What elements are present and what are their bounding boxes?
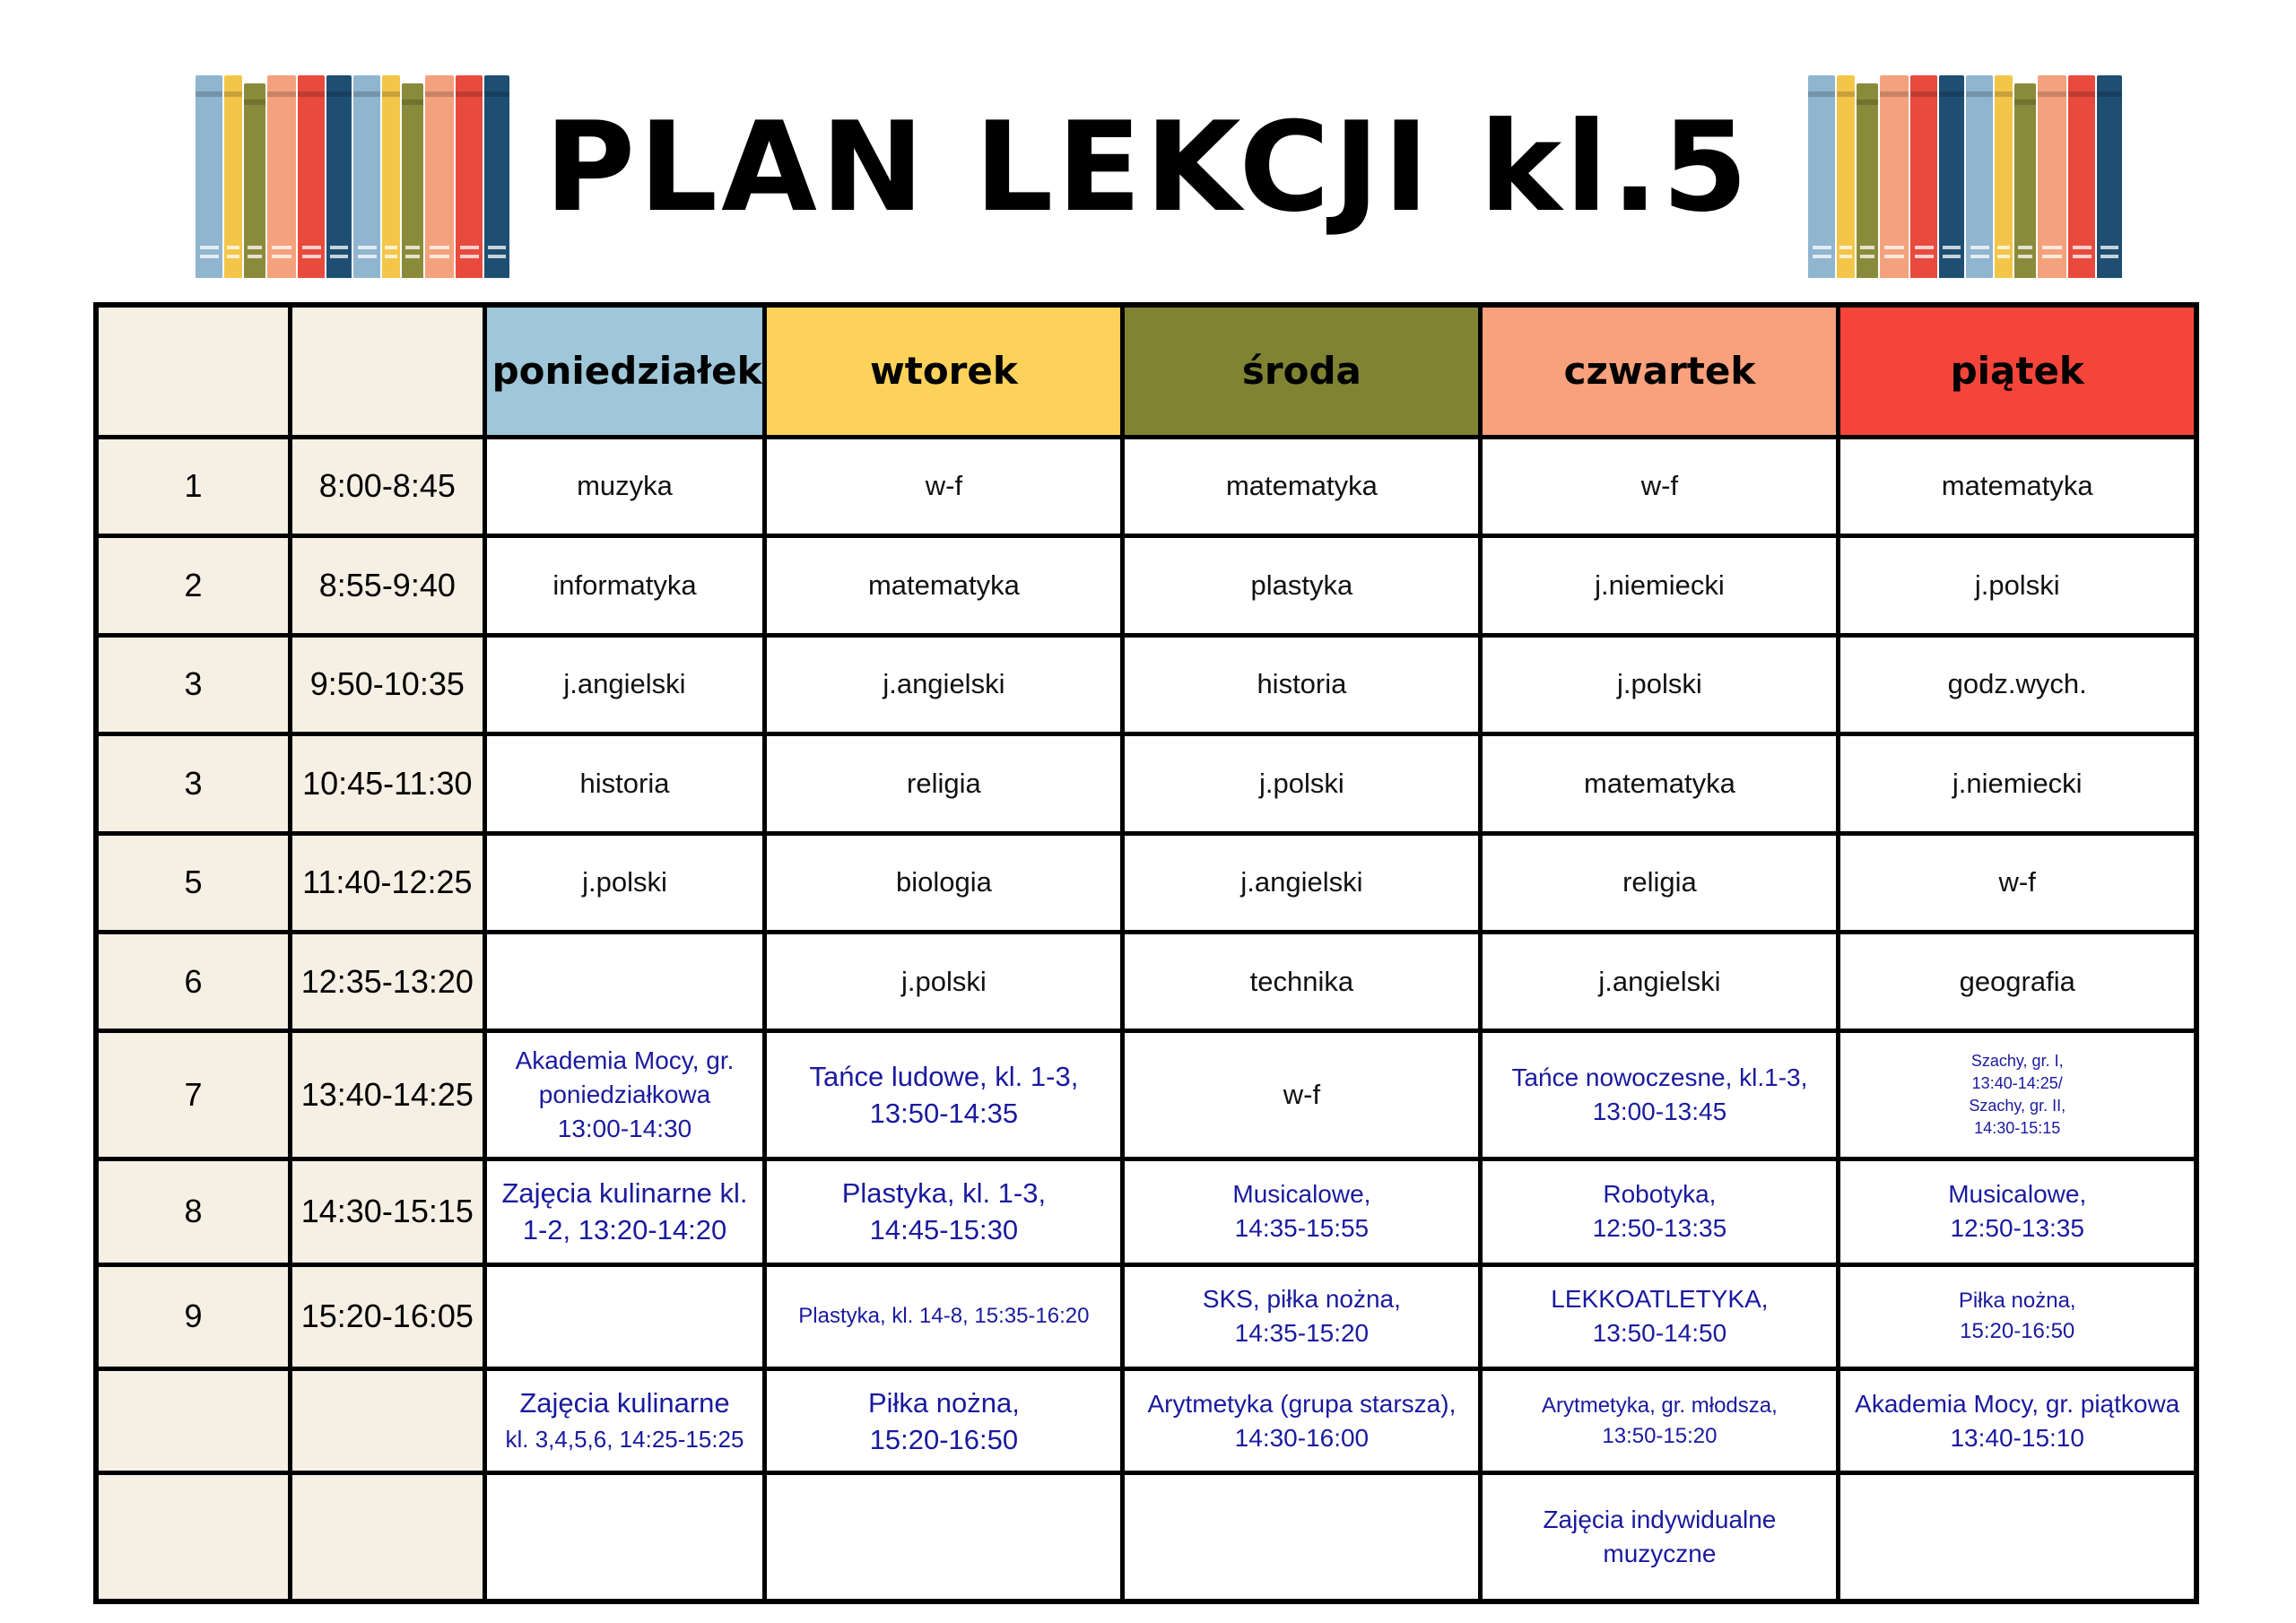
cell-line: 14:45-15:30 — [869, 1214, 1019, 1246]
subject-cell: religia — [765, 734, 1123, 833]
lesson-time-cell: 9:50-10:35 — [291, 635, 485, 733]
subject-cell: j.niemiecki — [1839, 734, 2196, 833]
extracurricular-cell — [1481, 1031, 1839, 1159]
lesson-time-cell: 14:30-15:15 — [291, 1159, 485, 1264]
cell-line: 12:50-13:35 — [1592, 1214, 1727, 1243]
cell-line: Plastyka, kl. 1-3, — [841, 1177, 1047, 1210]
extracurricular-cell — [765, 1159, 1123, 1264]
cell-line: 13:40-14:25/ — [1971, 1074, 2063, 1093]
lesson-number-cell: 8 — [96, 1159, 291, 1264]
subject-cell: j.polski — [1481, 635, 1839, 733]
extracurricular-cell — [484, 1369, 765, 1473]
cell-line: Piłka nożna, — [1958, 1289, 2076, 1314]
subject-cell: w-f — [1123, 1031, 1481, 1159]
cell-line: Piłka nożna, — [867, 1386, 1020, 1419]
extracurricular-cell — [484, 1472, 765, 1601]
lesson-time-cell: 11:40-12:25 — [291, 833, 485, 932]
lesson-time-cell: 13:40-14:25 — [291, 1031, 485, 1159]
cell-line: Zajęcia kulinarne kl. — [501, 1177, 748, 1210]
subject-cell: w-f — [1839, 833, 2196, 932]
subject-cell: w-f — [1481, 437, 1839, 535]
cell-line: Szachy, gr. II, — [1969, 1097, 2066, 1115]
lesson-number-cell: 1 — [96, 437, 291, 535]
extracurricular-cell — [1481, 1472, 1839, 1601]
cell-line: 13:50-14:50 — [1592, 1319, 1727, 1348]
subject-cell: j.angielski — [765, 635, 1123, 733]
subject-cell: religia — [1481, 833, 1839, 932]
subject-cell: j.angielski — [1481, 932, 1839, 1030]
cell-line: 13:00-14:30 — [557, 1115, 692, 1143]
lesson-number-cell: 6 — [96, 932, 291, 1030]
cell-line: 14:35-15:55 — [1234, 1214, 1370, 1243]
subject-cell: godz.wych. — [1839, 635, 2196, 733]
subject-cell: j.angielski — [1123, 833, 1481, 932]
extracurricular-cell — [1839, 1031, 2196, 1159]
cell-line: Robotyka, — [1603, 1180, 1717, 1209]
subject-cell: historia — [1123, 635, 1481, 733]
lesson-number-cell — [96, 1369, 291, 1473]
extracurricular-cell — [1839, 1159, 2196, 1264]
header-row — [96, 305, 2196, 437]
subject-cell: j.niemiecki — [1481, 536, 1839, 635]
cell-line: 15:20-16:50 — [1960, 1319, 2075, 1344]
page-title: PLAN LEKCJI kl.5 — [544, 95, 1752, 239]
cell-line: Musicalowe, — [1948, 1180, 2087, 1209]
subject-cell: biologia — [765, 833, 1123, 932]
subject-cell: j.polski — [1123, 734, 1481, 833]
cell-line: Zajęcia indywidualne — [1543, 1505, 1777, 1533]
table-row — [96, 833, 2196, 932]
lesson-number-cell — [96, 1472, 291, 1601]
header-blank-cell — [291, 305, 485, 437]
extracurricular-cell — [1839, 1472, 2196, 1601]
extracurricular-cell — [765, 1369, 1123, 1473]
extracurricular-cell — [484, 1264, 765, 1369]
lesson-number-cell: 2 — [96, 536, 291, 635]
schedule-table — [93, 302, 2199, 1604]
subject-cell: j.angielski — [484, 635, 765, 733]
cell-line: Szachy, gr. I, — [1970, 1052, 2064, 1071]
cell-line: muzyczne — [1603, 1539, 1717, 1567]
extracurricular-cell — [1839, 1369, 2196, 1473]
cell-line: 14:30-15:15 — [1974, 1119, 2061, 1138]
subject-cell: geografia — [1839, 932, 2196, 1030]
table-row — [96, 734, 2196, 833]
cell-line: 14:35-15:20 — [1234, 1319, 1370, 1348]
subject-cell: j.polski — [765, 932, 1123, 1030]
lesson-time-cell: 10:45-11:30 — [291, 734, 485, 833]
extracurricular-cell — [484, 1159, 765, 1264]
cell-line: 1-2, 13:20-14:20 — [522, 1214, 727, 1246]
lesson-time-cell — [291, 1369, 485, 1473]
lesson-time-cell — [291, 1472, 485, 1601]
subject-cell: j.polski — [484, 833, 765, 932]
extracurricular-cell — [1123, 1264, 1481, 1369]
table-row — [96, 1031, 2196, 1159]
subject-cell: matematyka — [1839, 437, 2196, 535]
table-row — [96, 932, 2196, 1030]
subject-cell: matematyka — [765, 536, 1123, 635]
extracurricular-cell — [765, 1264, 1123, 1369]
table-row — [96, 635, 2196, 733]
cell-line: Arytmetyka (grupa starsza), — [1147, 1389, 1457, 1418]
table-row — [96, 536, 2196, 635]
table-row — [96, 437, 2196, 535]
cell-line: SKS, piłka nożna, — [1202, 1285, 1401, 1314]
table-row — [96, 1264, 2196, 1369]
lesson-time-cell: 12:35-13:20 — [291, 932, 485, 1030]
table-row — [96, 1159, 2196, 1264]
header-blank-cell — [96, 305, 291, 437]
extracurricular-cell — [1481, 1264, 1839, 1369]
lesson-number-cell: 9 — [96, 1264, 291, 1369]
cell-line: Akademia Mocy, gr. piątkowa — [1855, 1389, 2180, 1418]
extracurricular-cell — [1123, 1369, 1481, 1473]
subject-cell: muzyka — [484, 437, 765, 535]
lesson-time-cell: 15:20-16:05 — [291, 1264, 485, 1369]
subject-cell: w-f — [765, 437, 1123, 535]
subject-cell: technika — [1123, 932, 1481, 1030]
extracurricular-cell — [1123, 1159, 1481, 1264]
lesson-number-cell: 3 — [96, 635, 291, 733]
lesson-number-cell: 3 — [96, 734, 291, 833]
extracurricular-cell — [1123, 1472, 1481, 1601]
cell-line: Arytmetyka, gr. młodsza, — [1542, 1393, 1778, 1418]
cell-line: 13:50-15:20 — [1602, 1423, 1718, 1448]
cell-line: 13:40-15:10 — [1950, 1423, 2084, 1452]
cell-line: 14:30-16:00 — [1234, 1423, 1370, 1452]
lesson-number-cell: 7 — [96, 1031, 291, 1159]
cell-line: 13:50-14:35 — [869, 1098, 1019, 1130]
subject-cell: matematyka — [1481, 734, 1839, 833]
lesson-number-cell: 5 — [96, 833, 291, 932]
day-header-poniedzialek: poniedziałek — [484, 305, 765, 437]
extracurricular-cell — [1839, 1264, 2196, 1369]
subject-cell: plastyka — [1123, 536, 1481, 635]
day-header-czwartek: czwartek — [1481, 305, 1839, 437]
subject-cell: j.polski — [1839, 536, 2196, 635]
cell-line: Tańce nowoczesne, kl.1-3, — [1511, 1063, 1808, 1092]
cell-line: LEKKOATLETYKA, — [1551, 1285, 1769, 1314]
extracurricular-cell — [765, 1031, 1123, 1159]
extracurricular-cell — [1481, 1369, 1839, 1473]
extracurricular-cell — [765, 1472, 1123, 1601]
cell-line: poniedziałkowa — [538, 1081, 711, 1109]
cell-line: Musicalowe, — [1232, 1180, 1371, 1209]
subject-cell — [484, 932, 765, 1030]
subject-cell: matematyka — [1123, 437, 1481, 535]
subject-cell: historia — [484, 734, 765, 833]
table-row — [96, 1369, 2196, 1473]
lesson-time-cell: 8:55-9:40 — [291, 536, 485, 635]
table-row — [96, 1472, 2196, 1601]
cell-line: kl. 3,4,5,6, 14:25-15:25 — [505, 1425, 744, 1453]
cell-line: 13:00-13:45 — [1592, 1098, 1727, 1126]
lesson-time-cell: 8:00-8:45 — [291, 437, 485, 535]
cell-line: 15:20-16:50 — [869, 1423, 1019, 1455]
day-header-piatek: piątek — [1839, 305, 2196, 437]
cell-line: Plastyka, kl. 14-8, 15:35-16:20 — [798, 1304, 1090, 1329]
cell-line: Akademia Mocy, gr. — [515, 1046, 735, 1075]
day-header-wtorek: wtorek — [765, 305, 1123, 437]
extracurricular-cell — [1481, 1159, 1839, 1264]
day-header-sroda: środa — [1123, 305, 1481, 437]
cell-line: 12:50-13:35 — [1950, 1214, 2084, 1243]
cell-line: Zajęcia kulinarne — [519, 1386, 730, 1419]
subject-cell: informatyka — [484, 536, 765, 635]
cell-line: Tańce ludowe, kl. 1-3, — [809, 1061, 1079, 1093]
extracurricular-cell — [484, 1031, 765, 1159]
